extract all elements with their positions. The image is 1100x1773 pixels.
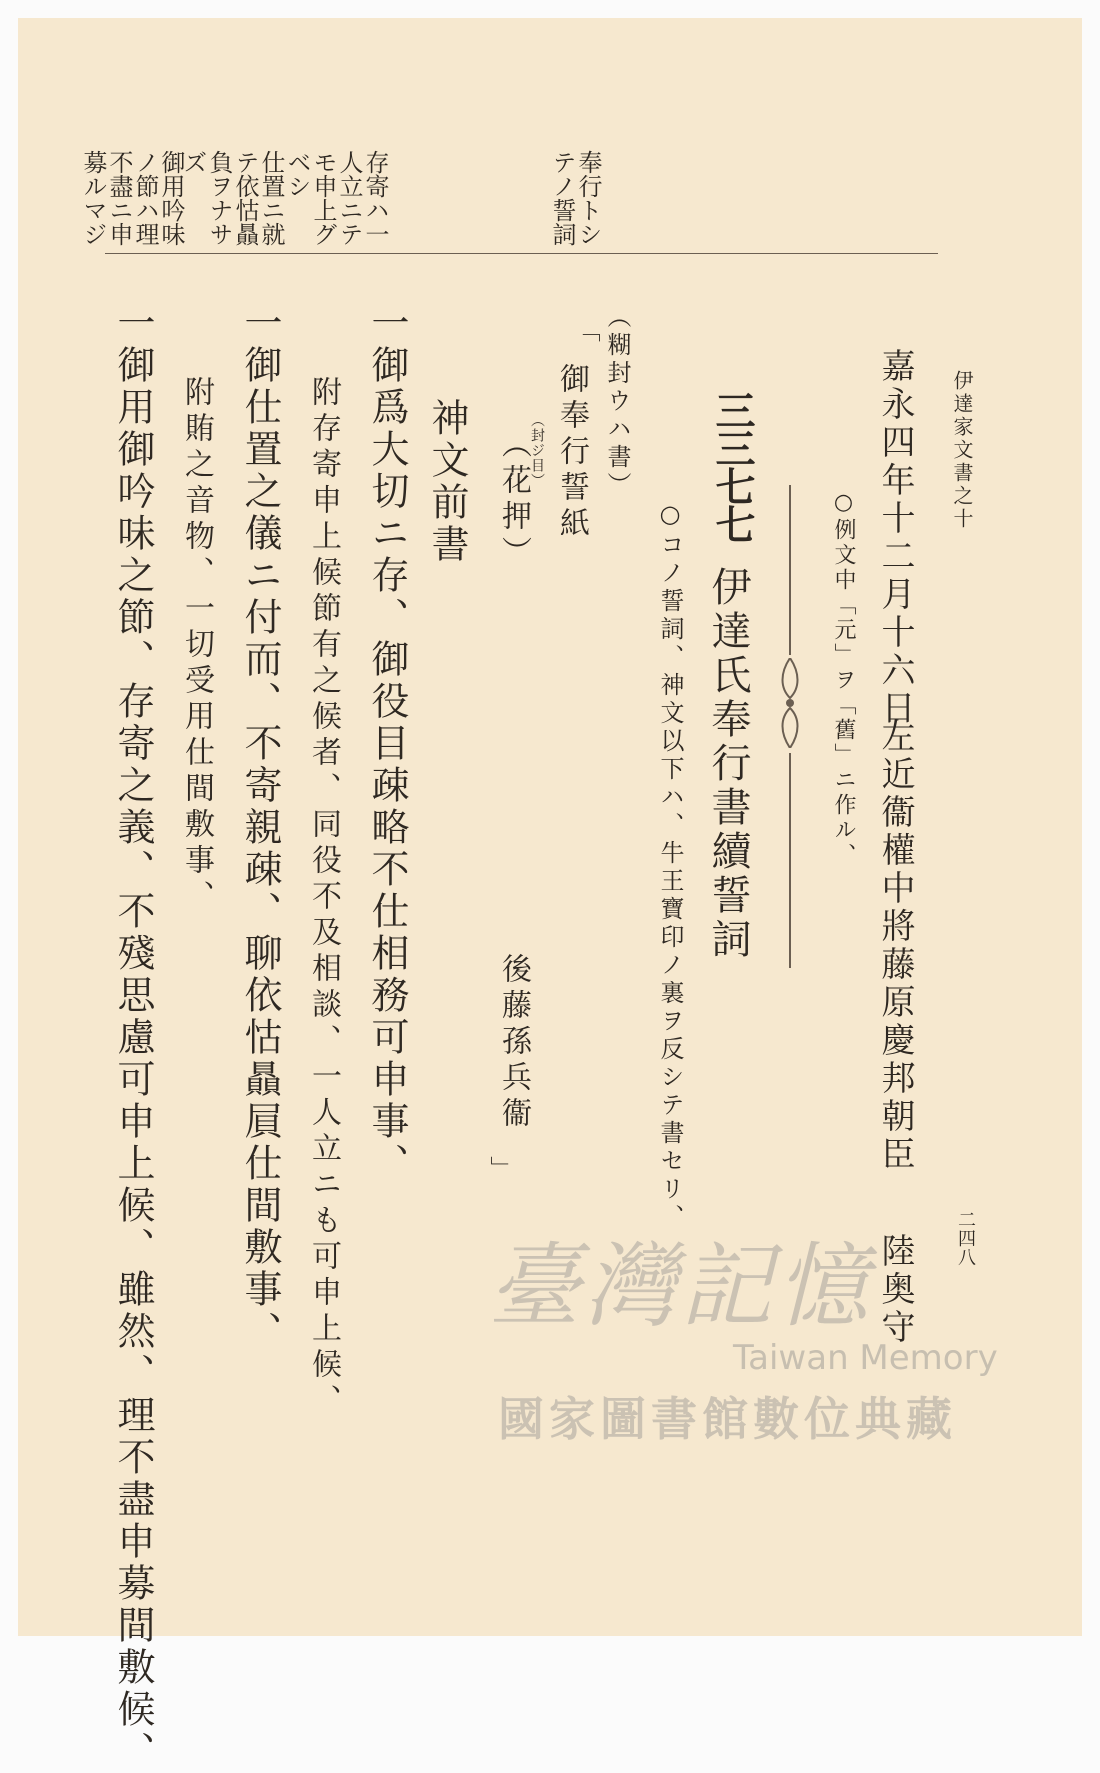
entry-note: ○コノ誓詞、神文以下ハ、牛王寶印ノ裏ヲ反シテ書セリ、 — [656, 500, 684, 1232]
signer-office: 陸奥守 — [875, 1233, 915, 1347]
marginal-line: 募ルマジ — [79, 150, 107, 246]
kaou-mark: （花押） — [496, 428, 531, 572]
marginal-line: 存寄ハ一 — [361, 150, 389, 246]
marginal-line: テ依怙贔 — [231, 150, 259, 246]
marginal-line: モ申上グ — [309, 150, 337, 246]
sender-name: 後藤孫兵衞 — [496, 953, 531, 1133]
entry-number: 三三七七 — [709, 390, 756, 542]
watermark-library: 國家圖書館數位典藏 — [498, 1392, 957, 1446]
signer-title: 左近衞權中將藤原慶邦朝臣 — [875, 718, 915, 1174]
oath-item-2-sub: 附賄之音物、一切受用仕間敷事、 — [179, 376, 214, 916]
divider-ornament — [778, 658, 802, 748]
marginal-line: ズ — [179, 150, 207, 174]
document-date: 嘉永四年十二月十六日 — [875, 348, 915, 728]
watermark-english: Taiwan Memory — [733, 1338, 998, 1378]
running-title: 伊達家文書之十 — [950, 370, 974, 531]
divider-line-bottom — [789, 753, 791, 968]
seal-note: （封ジ目） — [529, 413, 545, 488]
oath-item-3: 一御用御吟味之節、存寄之義、不殘思慮可申上候、雖然、理不盡申募間敷候、 — [111, 303, 155, 1773]
envelope-title: 御奉行誓紙 — [554, 363, 589, 543]
document-note: ○例文中「元」ヲ「舊」ニ作ル、 — [831, 490, 856, 868]
entry-title: 伊達氏奉行書續誓詞 — [705, 566, 751, 962]
watermark-brand: 臺灣記憶 — [488, 1233, 873, 1340]
page-number: 二四八 — [955, 1210, 976, 1267]
wrapper-note: （糊封ウハ書） — [603, 304, 631, 500]
oath-item-2: 一御仕置之儀ニ付而、不寄親疎、聊依怙贔屓仕間敷事、 — [238, 303, 282, 1353]
marginal-line: テノ誓詞 — [548, 150, 576, 246]
marginal-line: 不盡ニ申 — [105, 150, 133, 246]
marginal-line: ベシ — [283, 150, 311, 198]
document-page — [18, 18, 1082, 1773]
oath-item-1-sub: 附存寄申上候節有之候者、同役不及相談、一人立ニも可申上候、 — [306, 376, 341, 1420]
marginal-line: 御用吟味 — [157, 150, 185, 246]
marginal-line: ノ節ハ理 — [131, 150, 159, 246]
oath-heading: 神文前書 — [425, 398, 469, 566]
marginal-line: 負ヲナサ — [205, 150, 233, 246]
marginal-line: 仕置ニ就 — [257, 150, 285, 246]
bracket-close: 」 — [486, 1156, 514, 1184]
marginal-line: 奉行トシ — [574, 150, 602, 246]
bracket-open: 「 — [572, 318, 600, 346]
oath-item-1: 一御爲大切ニ存、御役目疎略不仕相務可申事、 — [365, 303, 409, 1185]
divider-line-top — [789, 485, 791, 655]
marginal-line: 人立ニテ — [335, 150, 363, 246]
margin-rule — [105, 253, 938, 254]
